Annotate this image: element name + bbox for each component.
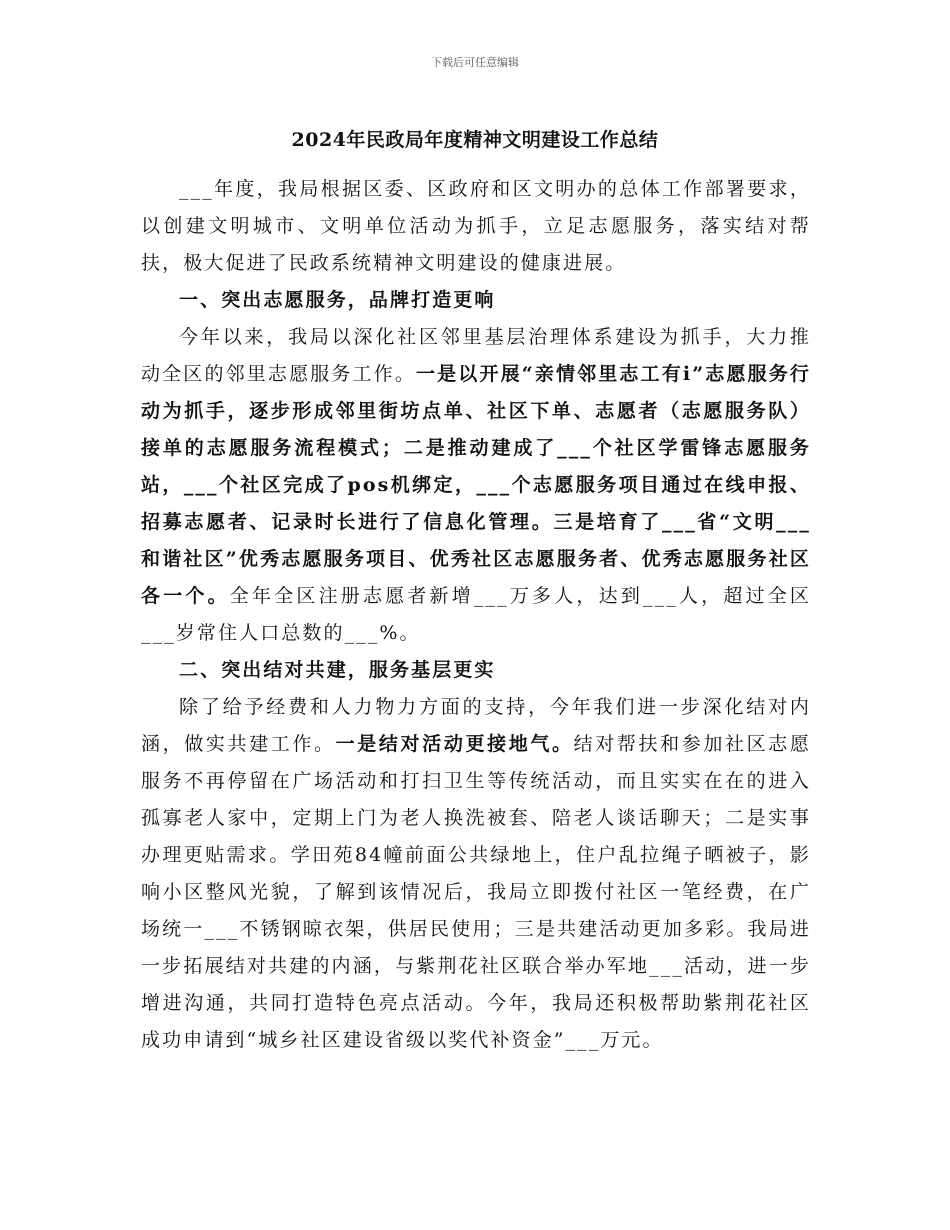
section-1-paragraph (141, 319, 811, 652)
section-1-lead: 今年以来，我局以深化社区邻里基层治理体系建设为抓手，大力推动全区的邻里志愿服务工作。 (141, 326, 811, 385)
document-body (141, 171, 811, 1059)
section-1-bold-text: 一是以开展“亲情邻里志工有i”志愿服务行动为抓手，逐步形成邻里街坊点单、社区下单、志愿者（志愿服务队）接单的志愿服务流程模式；二是推动建成了___个社区学雷锋志愿服务站，___个社区完成了pos机绑定，___个志愿服务项目通过在线申报、招募志愿者、记录时长进行了信息化管理。三是培育了___省“文明___和谐社区”优秀志愿服务项目、优秀社区志愿服务者、优秀志愿服务社区各一个。 (141, 363, 811, 607)
section-2-bold-text: 一是结对活动更接地气。 (335, 733, 574, 755)
section-2-tail: 结对帮扶和参加社区志愿服务不再停留在广场活动和打扫卫生等传统活动，而且实实在在的进入孤寡老人家中，定期上门为老人换洗被套、陪老人谈话聊天；二是实事办理更贴需求。学田苑84幢前面公共绿地上，住户乱拉绳子晒被子，影响小区整风光貌，了解到该情况后，我局立即拨付社区一笔经费，在广场统一___不锈钢晾衣架，供居民使用；三是共建活动更加多彩。我局进一步拓展结对共建的内涵，与紫荆花社区联合举办军地___活动，进一步增进沟通，共同打造特色亮点活动。今年，我局还积极帮助紫荆花社区成功申请到“城乡社区建设省级以奖代补资金”___万元。 (141, 733, 811, 1051)
intro-paragraph: ___年度，我局根据区委、区政府和区文明办的总体工作部署要求，以创建文明城市、文明单位活动为抓手，立足志愿服务，落实结对帮扶，极大促进了民政系统精神文明建设的健康进展。 (141, 178, 811, 274)
page-header: 下载后可任意编辑 (431, 56, 519, 69)
document-title: 2024年民政局年度精神文明建设工作总结 (291, 129, 659, 151)
section-heading-1: 一、突出志愿服务，品牌打造更响 (179, 289, 496, 311)
section-2-lead: 除了给予经费和人力物力方面的支持，今年我们进一步深化结对内涵，做实共建工作。 (141, 696, 811, 755)
section-heading-2: 二、突出结对共建，服务基层更实 (179, 659, 496, 681)
section-1-tail: 全年全区注册志愿者新增___万多人，达到___人，超过全区___岁常住人口总数的___%。 (141, 585, 812, 644)
section-2-paragraph (141, 689, 811, 1059)
